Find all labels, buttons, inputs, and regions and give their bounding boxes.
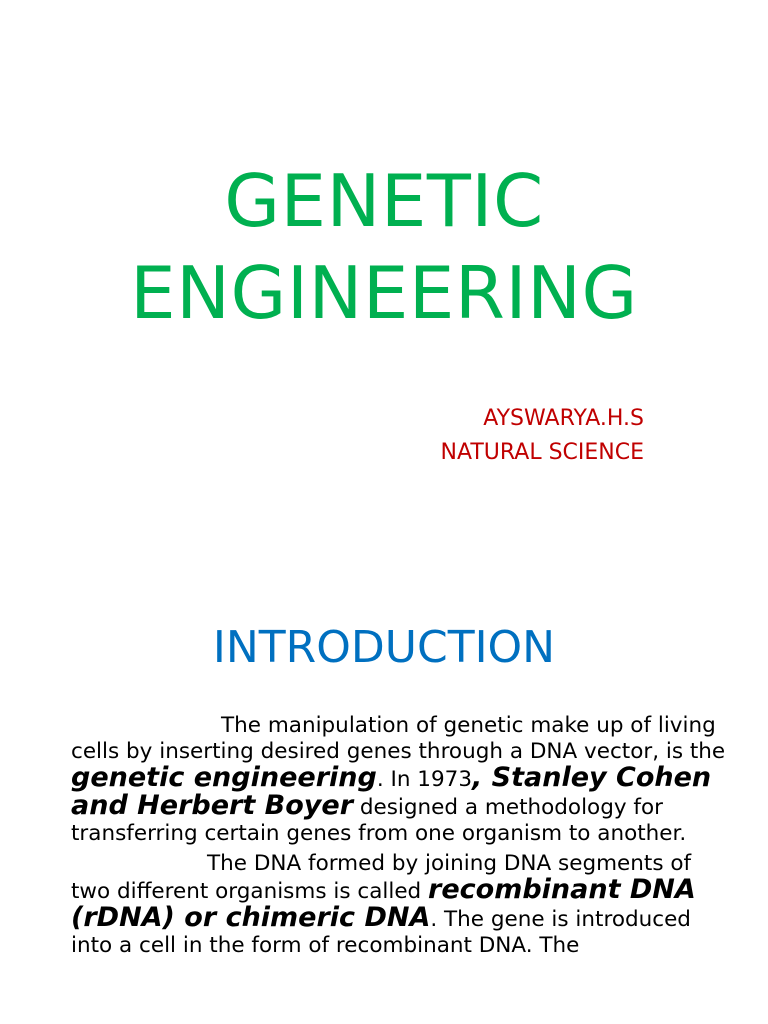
title-line-2: ENGINEERING xyxy=(130,251,638,335)
p2-text-a: The DNA formed by joining DNA segments of two different organisms is called xyxy=(71,851,692,904)
slide-subtitle xyxy=(441,402,644,470)
introduction-slide xyxy=(0,580,768,1024)
p2-emphasis-recombinant-dna: recombinant DNA (rDNA) or chimeric DNA xyxy=(71,874,696,933)
p1-text-c: designed a methodology for transferring certain genes from one organism to another. xyxy=(71,795,687,846)
paragraph-1 xyxy=(71,713,731,847)
p1-emphasis-cohen-boyer: , Stanley Cohen and Herbert Boyer xyxy=(71,762,712,821)
p2-text-b: . The gene is introduced into a cell in the form of recombinant DNA. The xyxy=(71,907,691,958)
p1-emphasis-genetic-engineering: genetic engineering xyxy=(71,762,377,793)
paragraph-2 xyxy=(71,851,731,959)
title-line-1: GENETIC xyxy=(224,159,544,243)
p1-text-b: . In 1973 xyxy=(376,767,473,792)
author-name: AYSWARYA.H.S xyxy=(483,406,644,431)
department-name: NATURAL SCIENCE xyxy=(440,440,644,465)
slide-title xyxy=(0,155,768,339)
introduction-body xyxy=(71,713,731,959)
introduction-heading: INTRODUCTION xyxy=(212,622,556,673)
p1-text-a: The manipulation of genetic make up of living cells by inserting desired genes through a DNA vector, is the xyxy=(71,713,726,764)
